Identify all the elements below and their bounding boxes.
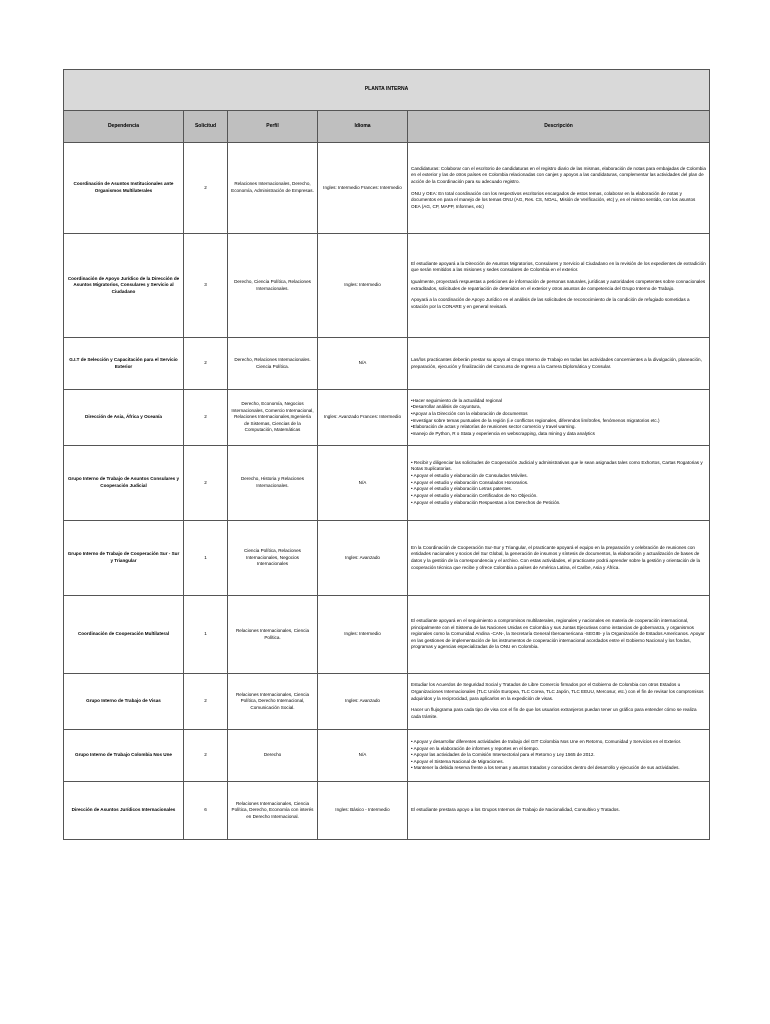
table-row xyxy=(64,143,710,234)
description-paragraph: • Mantener la debida reserva frente a los temas y asuntos tratados y conocidos dentro del desarrollo y ejecución de sus actividades. xyxy=(411,765,680,771)
cell-solicitud: 2 xyxy=(184,730,228,782)
cell-descripcion xyxy=(408,390,710,446)
header-idioma: Idioma xyxy=(318,111,408,143)
cell-idioma: Ingles: Intermedio Frances: Intermedio xyxy=(318,143,408,234)
cell-descripcion xyxy=(408,446,710,521)
description-paragraph: • Apoyar el estudio y elaboración Certificados de No Objeción. xyxy=(411,492,538,498)
cell-descripcion xyxy=(408,782,710,840)
cell-idioma: Ingles: Avanzado xyxy=(318,674,408,730)
description-paragraph: • Apoyar el estudio y elaboración Consulados Honorarios. xyxy=(411,479,529,485)
header-row xyxy=(64,111,710,143)
cell-idioma: Ingles: Básico - Intermedio xyxy=(318,782,408,840)
title-row xyxy=(64,70,710,111)
cell-descripcion xyxy=(408,234,710,338)
table-row xyxy=(64,730,710,782)
cell-descripcion xyxy=(408,338,710,390)
cell-dependencia: Grupo Interno de Trabajo de Cooperación Sur - Sur y Triangular xyxy=(64,521,184,596)
description-paragraph: Las/los practicantes deberán prestar su apoyo al Grupo Interno de Trabajo en todas las actividades concernientes a la divulgación, planeación, preparación, ejecución y finalización del Concurso de Ingreso a la Carrera Diplomática y Consular. xyxy=(411,356,702,369)
cell-perfil: Relaciones Internacionales, Derecho, Economía, Administración de Empresas. xyxy=(228,143,318,234)
cell-dependencia: Dirección de Asuntos Jurídicos Internacionales xyxy=(64,782,184,840)
cell-solicitud: 2 xyxy=(184,674,228,730)
cell-perfil: Derecho, Economía, Negocios Internacionales, Comercio Internacional, Relaciones Internacionales,Ingeniería de Sistemas, Ciencias de la Computación, Matemáticas xyxy=(228,390,318,446)
description-paragraph: • Apoyar las actividades de la Comisión Intersectorial para el Retorno y Ley 1565 de 2012. xyxy=(411,752,595,758)
cell-dependencia: Coordinación de Apoyo Jurídico de la Dirección de Asuntos Migratorios, Consulares y Servicio al Ciudadano xyxy=(64,234,184,338)
cell-perfil: Relaciones Internacionales, Ciencia Política. xyxy=(228,596,318,674)
cell-idioma: Ingles: Avanzado Frances: Intermedio xyxy=(318,390,408,446)
description-paragraph: Estudiar los Acuerdos de Seguridad Social y Tratados de Libre Comercio firmados por el Gobierno de Colombia con otros Estados u Organizaciones Internacionales (TLC Unión Europea, TLC Corea, TLC Japón, TLC EEUU, Mercosur, etc.) con el fin de revisar los compromisos adquiridos y la reciprocidad, para aplicarlos en la expedición de visas. xyxy=(411,682,704,701)
cell-dependencia: Grupo Interno de Trabajo Colombia Nos Une xyxy=(64,730,184,782)
cell-solicitud: 2 xyxy=(184,446,228,521)
cell-dependencia: G.I.T de Selección y Capacitación para el Servicio Exterior xyxy=(64,338,184,390)
description-paragraph: Hacer un flujograma para cada tipo de visa con el fin de que los usuarios extranjeros puedan tener un gráfico para entender cómo se realiza cada trámite. xyxy=(411,707,697,719)
header-descripcion: Descripción xyxy=(408,111,710,143)
description-paragraph: El estudiante apoyará en el seguimiento a compromisos multilaterales, regionales y nacionales en materia de cooperación internacional, principalmente con el Sistema de las Naciones Unidas en Colombia y sus Juntas Ejecutivas como instancias de gobernanza, y organismos regionales como la Comunidad Andina -CAN-, la Secretaría General Iberoamericana -SEGIB- y la Organización de Estados Americanos. Apoyar en las gestiones de implementación de los instrumentos de cooperación internacional acordados entre el Gobierno Nacional y los fondos, programas y agencias especializadas de la ONU en Colombia. xyxy=(411,617,705,650)
cell-descripcion xyxy=(408,143,710,234)
header-dependencia: Dependencia xyxy=(64,111,184,143)
planta-interna-table xyxy=(63,69,710,840)
cell-perfil: Relaciones Internacionales, Ciencia Política, Derecho Internacional, Comunicación Social. xyxy=(228,674,318,730)
cell-solicitud: 3 xyxy=(184,234,228,338)
header-solicitud: Solicitud xyxy=(184,111,228,143)
cell-dependencia: Coordinación de Asuntos Institucionales ante Organismos Multilaterales xyxy=(64,143,184,234)
cell-idioma: N/A xyxy=(318,730,408,782)
cell-solicitud: 2 xyxy=(184,390,228,446)
cell-dependencia: Dirección de Asia, África y Oceanía xyxy=(64,390,184,446)
cell-idioma: Ingles: Intermedio xyxy=(318,596,408,674)
cell-idioma: N/A xyxy=(318,338,408,390)
cell-descripcion xyxy=(408,521,710,596)
table-title: PLANTA INTERNA xyxy=(64,70,710,111)
cell-perfil: Derecho, Relaciones Internacionales. Ciencia Política. xyxy=(228,338,318,390)
table-row xyxy=(64,674,710,730)
description-paragraph: En la Coordinación de Cooperación Sur-Sur y Triangular, el practicante apoyará el equipo en la preparación y celebración de reuniones con entidades nacionales y socios del Sur Global, la generación de insumos y síntesis de documentos, la elaboración y actualización de bases de datos y la gestión de la correspondencia y el archivo. Con estas actividades, el practicante podrá aprender sobre la gestión y orientación de la cooperación técnica que recibe y ofrece Colombia a países de América Latina, el Caribe, Asia y África. xyxy=(411,544,701,570)
cell-perfil: Ciencia Política, Relaciones Internacionales, Negocios Internacionales xyxy=(228,521,318,596)
cell-dependencia: Grupo Interno de Trabajo de Asuntos Consulares y Cooperación Judicial xyxy=(64,446,184,521)
cell-idioma: Ingles: Intermedio xyxy=(318,234,408,338)
description-paragraph: •Elaboración de actas y relatorías de reuniones sector comercio y travel warning. xyxy=(411,424,576,430)
description-paragraph: •manejo de Python, R o Stata y experiencia en webscrapping, data mining y data analytics xyxy=(411,430,595,436)
table-row xyxy=(64,338,710,390)
cell-perfil: Relaciones Internacionales, Ciencia Política, Derecho, Economía con interés en Derecho Internacional. xyxy=(228,782,318,840)
table-row xyxy=(64,596,710,674)
cell-idioma: Ingles: Avanzado xyxy=(318,521,408,596)
description-paragraph: ONU y OEA: En total coordinación con los respectivos escritorios encargados de estos temas, colaborar en la elaboración de notas y documentos en para el manejo de los temas ONU (AG, Res. CS, NOAL, Misión de Verificación, etc) y, en el mismo sentido, con los asuntos OEA (AG, CP, MAPP, Informes, etc) xyxy=(411,190,696,209)
cell-dependencia: Grupo Interno de Trabajo de Visas xyxy=(64,674,184,730)
description-paragraph: Candidaturas: Colaborar con el escritorio de candidaturas en el registro diario de las mismas, elaboración de notas para embajadas de Colombia en el exterior y las de otros países en Colombia relacionadas con canjes y apoyos a las candidaturas, complementar las actividades del plan de acción de la Coordinación para su adecuado registro. xyxy=(411,165,706,184)
description-paragraph: •Apoyar a la Dirección con la elaboración de documentos xyxy=(411,410,528,416)
table-row xyxy=(64,234,710,338)
description-paragraph: •Hacer seguimiento de la actualidad regional xyxy=(411,397,502,403)
header-perfil: Perfil xyxy=(228,111,318,143)
description-paragraph: Apoyará a la coordinación de Apoyo Jurídico en el análisis de las solicitudes de reconocimiento de la condición de refugiado sometidas a votación por la CONARE y en general revisará. xyxy=(411,297,690,309)
cell-perfil: Derecho, Historia y Relaciones Internacionales. xyxy=(228,446,318,521)
cell-descripcion xyxy=(408,730,710,782)
description-paragraph: •Investigar sobre temas puntuales de la región (i.e conflictos regionales, diferendos limítrofes, fenómenos migratorios etc.) xyxy=(411,417,660,423)
description-paragraph: Igualmente, proyectará respuestas a peticiones de información de personas naturales, jurídicas y autoridades competentes sobre connacionales extraditados, solicitudes de repatriación de detenidos en el exterior y otros asuntos de competencia del Grupo Interno de Trabajo. xyxy=(411,278,706,291)
description-paragraph: • Apoyar el estudio y elaboración de Consulados Móviles. xyxy=(411,473,528,479)
table-row xyxy=(64,521,710,596)
cell-perfil: Derecho xyxy=(228,730,318,782)
description-paragraph: • Apoyar el estudio y elaboración Respuestas a los Derechos de Petición. xyxy=(411,499,561,505)
table-body xyxy=(64,70,710,840)
cell-descripcion xyxy=(408,674,710,730)
cell-solicitud: 6 xyxy=(184,782,228,840)
table-row xyxy=(64,782,710,840)
cell-dependencia: Coordinación de Cooperación Multilateral xyxy=(64,596,184,674)
description-paragraph: • Apoyar y desarrollar diferentes actividades de trabajo del GIT Colombia Nos Une en Retorno, Comunidad y Servicios en el Exterior. xyxy=(411,738,682,744)
description-paragraph: •Desarrollar análisis de coyuntura, xyxy=(411,404,481,410)
cell-solicitud: 2 xyxy=(184,143,228,234)
description-paragraph: El estudiante prestara apoyo a los Grupos Internos de Trabajo de Nacionalidad, Consultivo y Tratados. xyxy=(411,807,620,813)
cell-solicitud: 1 xyxy=(184,596,228,674)
description-paragraph: El estudiante apoyará a la Dirección de Asuntos Migratorios, Consulares y Servicio al Ciudadano en la revisión de los expedientes de extradición que serán remitidos a las misiones y sedes consulares de Colombia en el exterior. xyxy=(411,260,706,273)
description-paragraph: • Apoyar en la elaboración de informes y reportes en el tiempo. xyxy=(411,745,540,751)
description-paragraph: • Apoyar el estudio y elaboración Letras patentes. xyxy=(411,486,512,492)
description-paragraph: • Apoyar el Sistema Nacional de Migraciones. xyxy=(411,758,504,764)
cell-solicitud: 2 xyxy=(184,338,228,390)
description-paragraph: • Recibir y diligenciar las solicitudes de Cooperación Judicial y administrativas que le sean asignadas tales como Exhortos, Cartas Rogatorias y Notas Suplicatorias. xyxy=(411,459,703,472)
cell-idioma: N/A xyxy=(318,446,408,521)
table-row xyxy=(64,390,710,446)
cell-perfil: Derecho, Ciencia Política, Relaciones Internacionales. xyxy=(228,234,318,338)
cell-solicitud: 1 xyxy=(184,521,228,596)
cell-descripcion xyxy=(408,596,710,674)
table-row xyxy=(64,446,710,521)
